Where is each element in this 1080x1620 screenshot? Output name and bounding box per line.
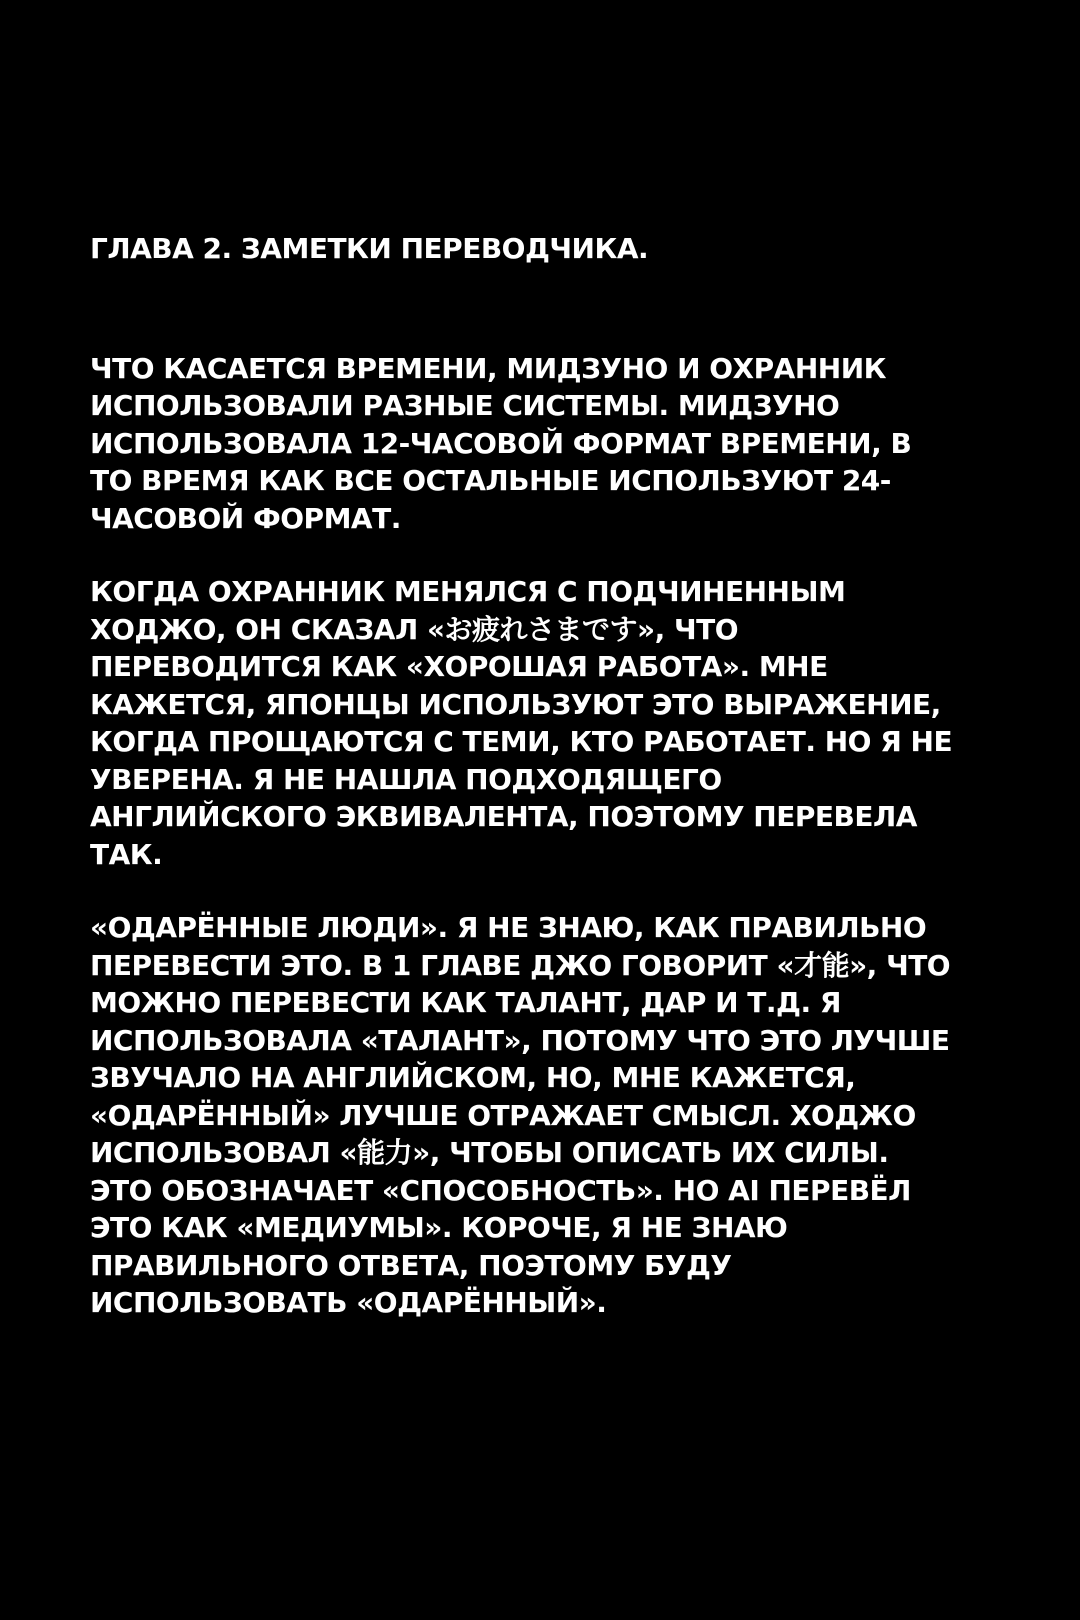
text-line: АНГЛИЙСКОГО ЭКВИВАЛЕНТА, ПОЭТОМУ ПЕРЕВЕЛА [90,800,917,833]
text-line: ИСПОЛЬЗОВАЛА 12-ЧАСОВОЙ ФОРМАТ ВРЕМЕНИ, В [90,426,912,460]
text-line: ЭТО ОБОЗНАЧАЕТ «СПОСОБНОСТЬ». НО AI ПЕРЕВЁЛ [90,1173,911,1207]
paragraph-gifted-people [90,909,990,1322]
text-line: ЧАСОВОЙ ФОРМАТ. [90,501,401,535]
text-line: ТАК. [90,837,163,871]
text-line: ТО ВРЕМЯ КАК ВСЕ ОСТАЛЬНЫЕ ИСПОЛЬЗУЮТ 24- [90,464,891,497]
text-line: ИСПОЛЬЗОВАЛ «能力», ЧТОБЫ ОПИСАТЬ ИХ СИЛЫ. [90,1136,889,1169]
text-line: ИСПОЛЬЗОВАЛИ РАЗНЫЕ СИСТЕМЫ. МИДЗУНО [90,389,840,422]
text-line: ЧТО КАСАЕТСЯ ВРЕМЕНИ, МИДЗУНО И ОХРАННИК [90,351,887,385]
translator-notes [90,230,990,1358]
paragraph-time-format [90,350,990,538]
paragraph-otsukaresama [90,573,990,873]
text-line: «ОДАРЁННЫЕ ЛЮДИ». Я НЕ ЗНАЮ, КАК ПРАВИЛЬНО [90,911,927,944]
text-line: МОЖНО ПЕРЕВЕСТИ КАК ТАЛАНТ, ДАР И Т.Д. Я [90,986,841,1019]
text-line: ХОДЖО, ОН СКАЗАЛ «お疲れさまです», ЧТО [90,612,739,646]
text-line: КОГДА ОХРАННИК МЕНЯЛСЯ С ПОДЧИНЕННЫМ [90,575,846,608]
notes-title: ГЛАВА 2. ЗАМЕТКИ ПЕРЕВОДЧИКА. [90,232,649,265]
text-line: КОГДА ПРОЩАЮТСЯ С ТЕМИ, КТО РАБОТАЕТ. НО Я НЕ [90,725,953,758]
text-line: ПРАВИЛЬНОГО ОТВЕТА, ПОЭТОМУ БУДУ [90,1248,732,1282]
text-line: «ОДАРЁННЫЙ» ЛУЧШЕ ОТРАЖАЕТ СМЫСЛ. ХОДЖО [90,1098,916,1132]
text-line: ПЕРЕВОДИТСЯ КАК «ХОРОШАЯ РАБОТА». МНЕ [90,650,828,683]
text-line: ИСПОЛЬЗОВАЛА «ТАЛАНТ», ПОТОМУ ЧТО ЭТО ЛУЧШЕ [90,1023,950,1057]
text-line: КАЖЕТСЯ, ЯПОНЦЫ ИСПОЛЬЗУЮТ ЭТО ВЫРАЖЕНИЕ, [90,687,941,721]
text-line: ЭТО КАК «МЕДИУМЫ». КОРОЧЕ, Я НЕ ЗНАЮ [90,1211,788,1244]
text-line: ПЕРЕВЕСТИ ЭТО. В 1 ГЛАВЕ ДЖО ГОВОРИТ «才能», ЧТО [90,948,951,982]
text-line: ЗВУЧАЛО НА АНГЛИЙСКОМ, НО, МНЕ КАЖЕТСЯ, [90,1061,856,1094]
text-line: ИСПОЛЬЗОВАТЬ «ОДАРЁННЫЙ». [90,1286,607,1319]
text-line: УВЕРЕНА. Я НЕ НАШЛА ПОДХОДЯЩЕГО [90,762,722,796]
